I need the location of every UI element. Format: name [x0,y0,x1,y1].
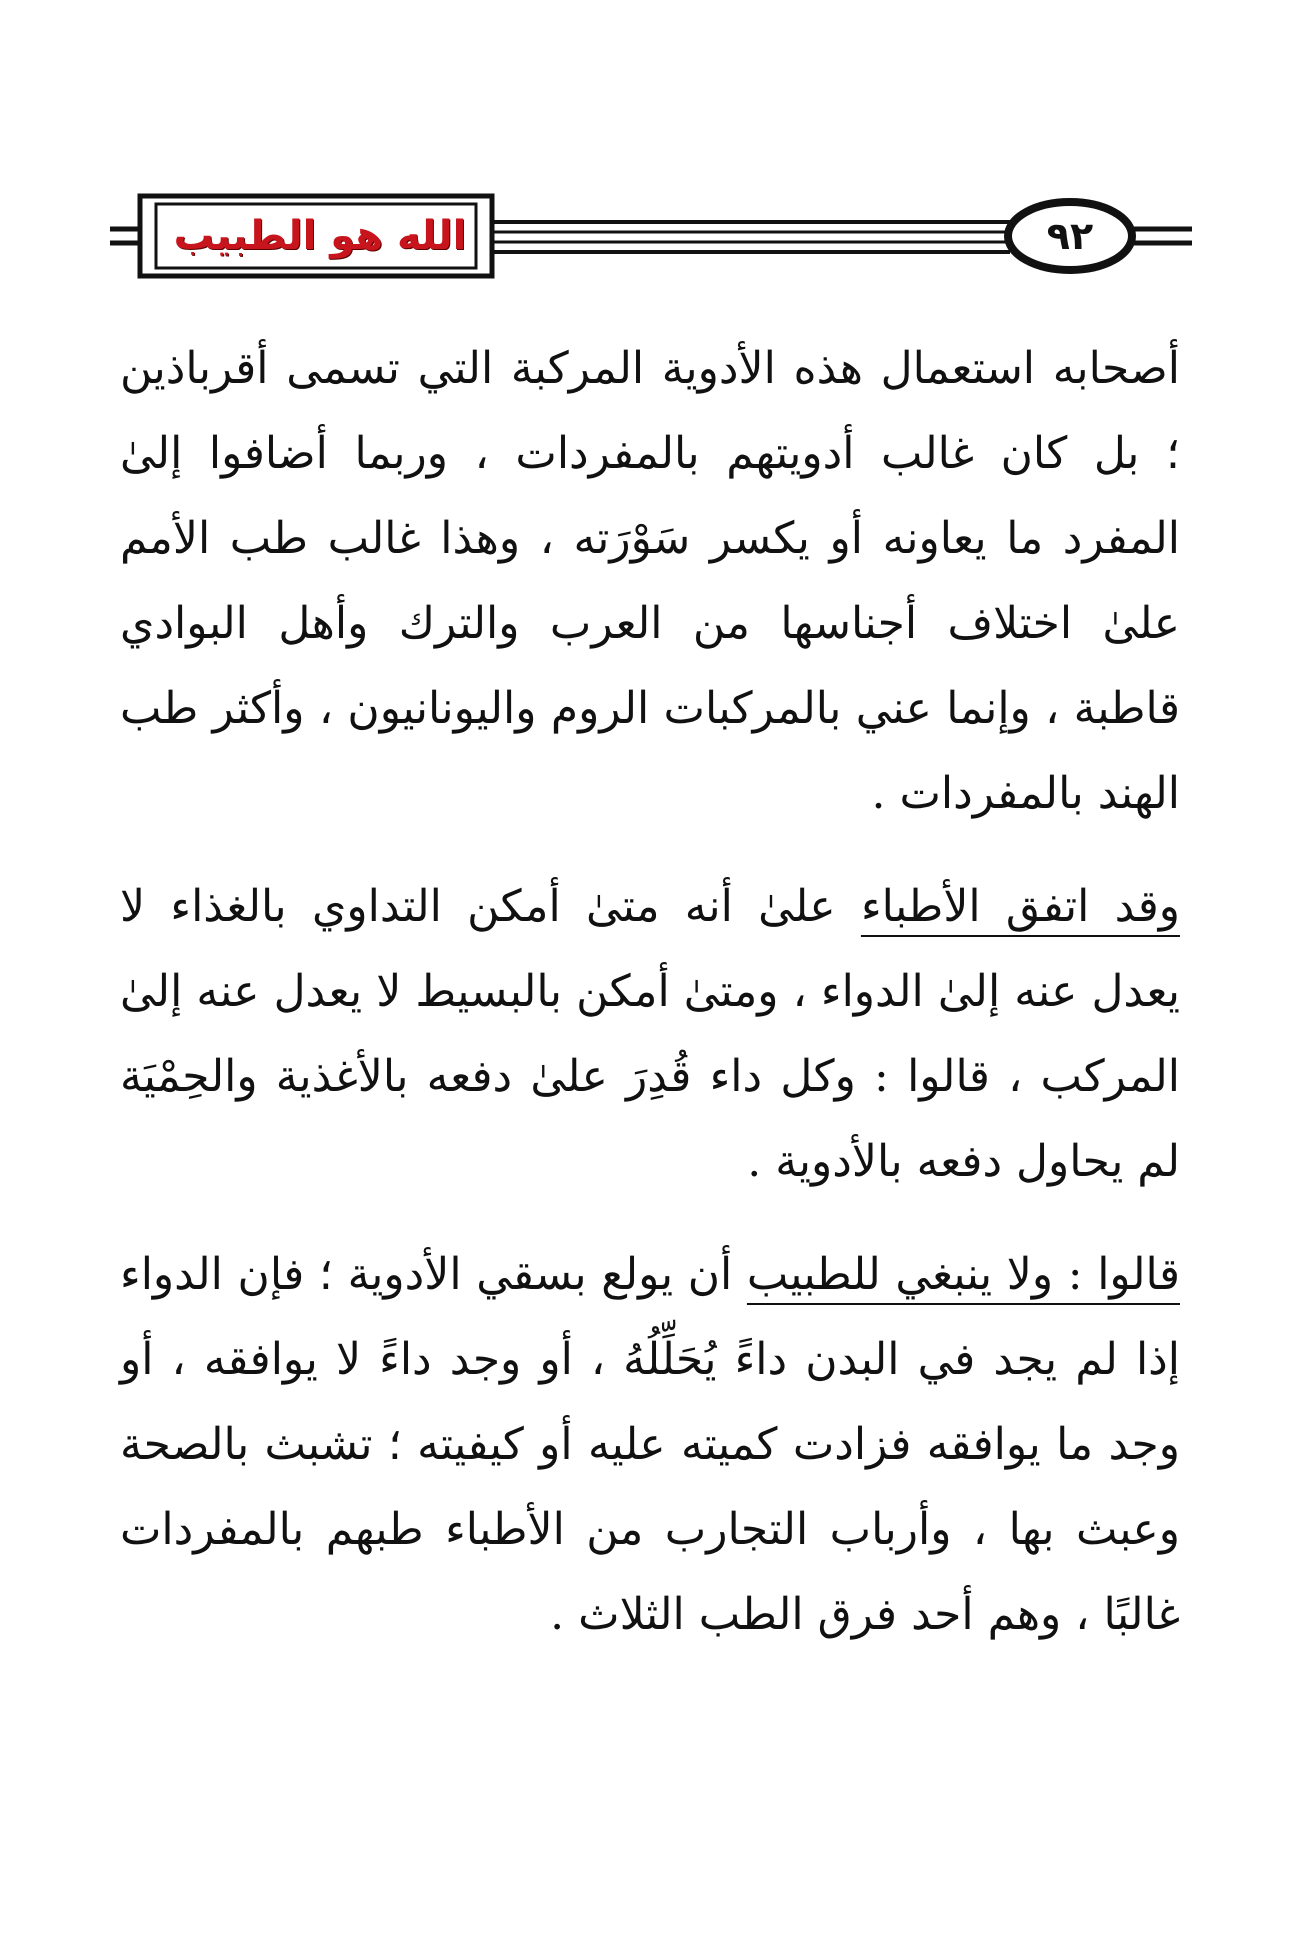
page-header [110,192,1192,282]
paragraph-2 [120,864,1180,1204]
page-number: ٩٢ [1046,214,1094,258]
paragraph-2-text: علىٰ أنه متىٰ أمكن التداوي بالغذاء لا يعدل عنه إلىٰ الدواء ، ومتىٰ أمكن بالبسيط لا يعدل عنه إلىٰ المركب ، قالوا : وكل داء قُدِرَ علىٰ دفعه بالأغذية والحِمْيَة لم يحاول دفعه بالأدوية . [120,881,1180,1187]
paragraph-1 [120,326,1180,836]
paragraph-3-underlined-phrase: قالوا : ولا ينبغي للطبيب [746,1249,1180,1300]
running-title: الله هو الطبيب [173,213,467,259]
paragraph-3 [120,1232,1180,1657]
paragraph-1-text: أصحابه استعمال هذه الأدوية المركبة التي تسمى أقرباذين ؛ بل كان غالب أدويتهم بالمفردات ، وربما أضافوا إلىٰ المفرد ما يعاونه أو يكسر سَوْرَته ، وهذا غالب طب الأمم علىٰ اختلاف أجناسها من العرب والترك وأهل البوادي قاطبة ، وإنما عني بالمركبات الروم واليونانيون ، وأكثر طب الهند بالمفردات . [120,343,1180,819]
paragraph-2-underlined-phrase: وقد اتفق الأطباء [860,881,1181,932]
page-body [120,326,1180,1657]
paragraph-3-text: أن يولع بسقي الأدوية ؛ فإن الدواء إذا لم يجد في البدن داءً يُحَلِّلُهُ ، أو وجد داءً لا يوافقه ، أو وجد ما يوافقه فزادت كميته عليه أو كيفيته ؛ تشبث بالصحة وعبث بها ، وأرباب التجارب من الأطباء طبهم بالمفردات غالبًا ، وهم أحد فرق الطب الثلاث . [120,1249,1180,1640]
